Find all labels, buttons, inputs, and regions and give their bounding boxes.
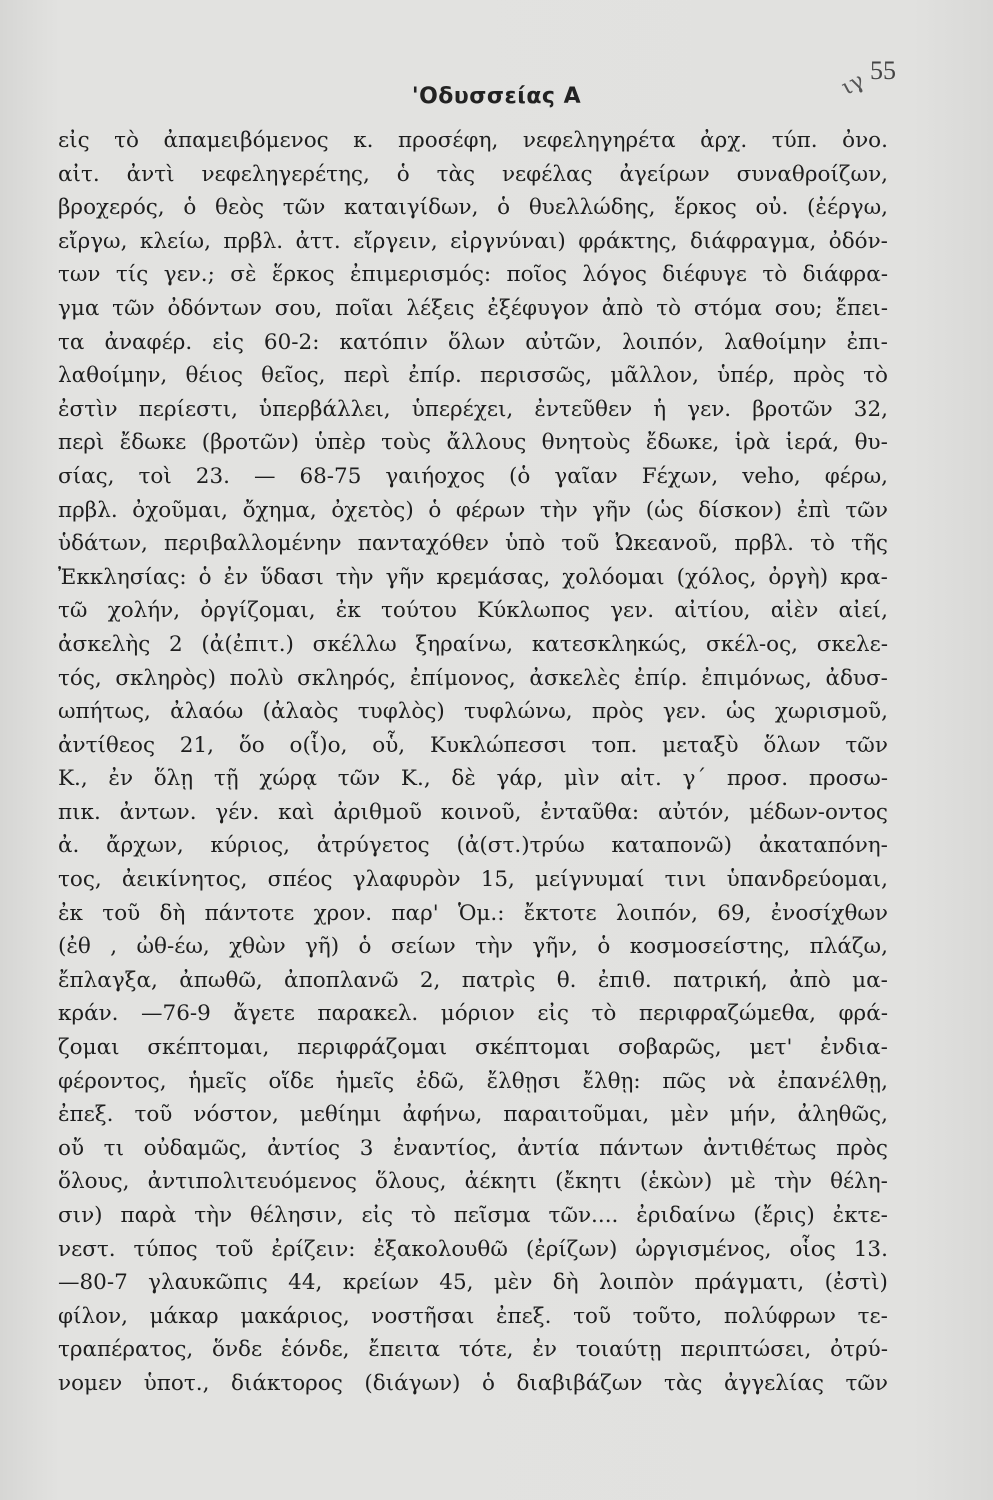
text-line: ἀσκελὴς 2 (ἀ(ἐπιτ.) σκέλλω ξηραίνω, κατεσκληκώς, σκέλ-ος, σκελε-: [58, 631, 888, 657]
text-line: πικ. ἀντων. γέν. καὶ ἀριθμοῦ κοινοῦ, ἐνταῦθα: αὐτόν, μέδων-οντος: [58, 799, 888, 825]
text-line: φέροντος, ἡμεῖς οἵδε ἡμεῖς ἐδῶ, ἔλθῃσι ἔλθῃ: πῶς νὰ ἐπανέλθῃ,: [58, 1068, 888, 1094]
text-line: νεστ. τύπος τοῦ ἐρίζειν: ἐξακολουθῶ (ἐρίζων) ὠργισμένος, οἷος 13.: [58, 1236, 888, 1262]
text-line: φίλον, μάκαρ μακάριος, νοστῆσαι ἐπεξ. τοῦ τοῦτο, πολύφρων τε-: [58, 1303, 888, 1329]
handwritten-mark: ιγ: [837, 68, 869, 101]
text-line: ωπήτως, ἀλαόω (ἀλαὸς τυφλὸς) τυφλώνω, πρὸς γεν. ὡς χωρισμοῦ,: [58, 699, 888, 725]
text-line: νομεν ὑποτ., διάκτορος (διάγων) ὁ διαβιβάζων τὰς ἀγγελίας τῶν: [58, 1370, 888, 1396]
text-line: —80-7 γλαυκῶπις 44, κρείων 45, μὲν δὴ λοιπὸν πράγματι, (ἐστὶ): [58, 1270, 888, 1296]
text-line: ἐπεξ. τοῦ νόστον, μεθίημι ἀφήνω, παραιτοῦμαι, μὲν μήν, ἀληθῶς,: [58, 1102, 888, 1128]
text-line: ὑδάτων, περιβαλλομένην πανταχόθεν ὑπὸ τοῦ Ὠκεανοῦ, πρβλ. τὸ τῆς: [58, 531, 888, 557]
text-line: σίας, τοὶ 23. — 68-75 γαιήοχος (ὁ γαῖαν Fέχων, veho, φέρω,: [58, 463, 888, 489]
text-line: Ἐκκλησίας: ὁ ἐν ὕδασι τὴν γῆν κρεμάσας, χολόομαι (χόλος, ὀργὴ) κρα-: [58, 564, 888, 590]
text-line: τός, σκληρὸς) πολὺ σκληρός, ἐπίμονος, ἀσκελὲς ἐπίρ. ἐπιμόνως, ἀδυσ-: [58, 665, 888, 691]
text-line: ἀ. ἄρχων, κύριος, ἀτρύγετος (ἀ(στ.)τρύω καταπονῶ) ἀκαταπόνη-: [58, 833, 888, 859]
text-line: τος, ἀεικίνητος, σπέος γλαφυρὸν 15, μείγνυμαί τινι ὑπανδρεύομαι,: [58, 867, 888, 893]
text-line: εἰς τὸ ἀπαμειβόμενος κ. προσέφη, νεφεληγηρέτα ἀρχ. τύπ. ὀνο.: [58, 128, 888, 153]
text-line: γμα τῶν ὀδόντων σου, ποῖαι λέξεις ἐξέφυγον ἀπὸ τὸ στόμα σου; ἔπει-: [58, 295, 888, 321]
text-line: βροχερός, ὁ θεὸς τῶν καταιγίδων, ὁ θυελλώδης, ἕρκος οὐ. (ἐέργω,: [58, 195, 888, 221]
text-line: ἔπλαγξα, ἀπωθῶ, ἀποπλανῶ 2, πατρὶς θ. ἐπιθ. πατρική, ἀπὸ μα-: [58, 967, 888, 993]
text-line: τα ἀναφέρ. εἰς 60-2: κατόπιν ὅλων αὐτῶν, λοιπόν, λαθοίμην ἐπι-: [58, 329, 888, 355]
page-number: 55: [870, 56, 896, 85]
text-line: ὅλους, ἀντιπολιτευόμενος ὅλους, ἀέκητι (ἔκητι (ἑκὼν) μὲ τὴν θέλη-: [58, 1169, 888, 1195]
text-line: αἰτ. ἀντὶ νεφεληγερέτης, ὁ τὰς νεφέλας ἀγείρων συναθροίζων,: [58, 161, 888, 187]
text-line: Κ., ἐν ὅλῃ τῇ χώρᾳ τῶν Κ., δὲ γάρ, μὶν αἰτ. γ΄ προσ. προσω-: [58, 766, 888, 792]
text-line: (ἐθ , ὠθ-έω, χθὼν γῆ) ὁ σείων τὴν γῆν, ὁ κοσμοσείστης, πλάζω,: [58, 934, 888, 960]
text-line: σιν) παρὰ τὴν θέλησιν, εἰς τὸ πεῖσμα τῶν.... ἐριδαίνω (ἔρις) ἐκτε-: [58, 1203, 888, 1228]
running-header: 'Οδυσσείας Α: [411, 84, 582, 109]
text-line: ἐστὶν περίεστι, ὑπερβάλλει, ὑπερέχει, ἐντεῦθεν ἡ γεν. βροτῶν 32,: [58, 396, 888, 422]
text-line: τραπέρατος, ὅνδε ἑόνδε, ἔπειτα τότε, ἐν τοιαύτῃ περιπτώσει, ὀτρύ-: [58, 1337, 888, 1363]
text-line: ἀντίθεος 21, ὅο ο(ἷ)ο, οὗ, Κυκλώπεσσι τοπ. μεταξὺ ὅλων τῶν: [58, 732, 888, 758]
text-line: των τίς γεν.; σὲ ἕρκος ἐπιμερισμός: ποῖος λόγος διέφυγε τὸ διάφρα-: [58, 262, 888, 288]
text-line: τῶ χολήν, ὀργίζομαι, ἐκ τούτου Κύκλωπος γεν. αἰτίου, αἰὲν αἰεί,: [58, 598, 888, 624]
text-line: οὔ τι οὐδαμῶς, ἀντίος 3 ἐναντίος, ἀντία πάντων ἀντιθέτως πρὸς: [58, 1135, 888, 1161]
text-line: περὶ ἔδωκε (βροτῶν) ὑπὲρ τοὺς ἄλλους θνητοὺς ἔδωκε, ἱρὰ ἱερά, θυ-: [58, 430, 888, 456]
text-line: ζομαι σκέπτομαι, περιφράζομαι σκέπτομαι σοβαρῶς, μετ' ἐνδια-: [58, 1035, 888, 1061]
text-line: εἴργω, κλείω, πρβλ. ἀττ. εἴργειν, εἰργνύναι) φράκτης, διάφραγμα, ὀδόν-: [58, 228, 888, 254]
text-line: ἐκ τοῦ δὴ πάντοτε χρον. παρ' Ὁμ.: ἔκτοτε λοιπόν, 69, ἐνοσίχθων: [58, 900, 888, 926]
text-line: κράν. —76-9 ἄγετε παρακελ. μόριον εἰς τὸ περιφραζώμεθα, φρά-: [58, 1001, 888, 1027]
text-line: λαθοίμην, θέιος θεῖος, περὶ ἐπίρ. περισσῶς, μᾶλλον, ὑπέρ, πρὸς τὸ: [58, 363, 888, 389]
commentary-text: [58, 124, 888, 1401]
text-line: πρβλ. ὀχοῦμαι, ὄχημα, ὀχετὸς) ὁ φέρων τὴν γῆν (ὡς δίσκον) ἐπὶ τῶν: [58, 497, 888, 523]
